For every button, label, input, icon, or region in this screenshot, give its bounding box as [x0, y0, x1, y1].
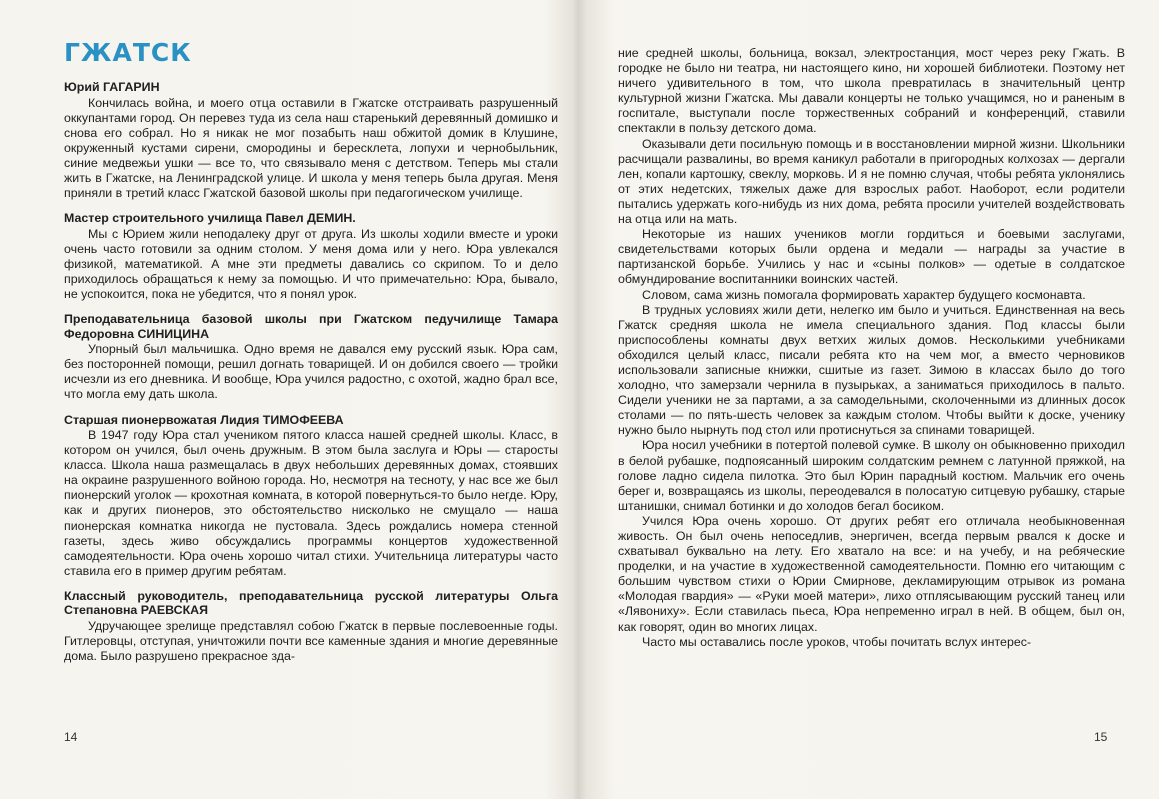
paragraph: Оказывали дети посильную помощь и в восстановлении мирной жизни. Школьники расчищали развалины, во время каникул работали в пригородных колхозах — дергали лен, копали картошку, свеклу, морковь. И я не помню случая, чтобы ребята уклонялись от этих недетских, тяжелых даже для взрослых работ. Наоборот, если родители пытались удержать кого-нибудь из них дома, ребята просили учителей воздействовать на отца или на мать.: [618, 136, 1125, 227]
section-heading-demin: Мастер строительного училища Павел ДЕМИН.: [64, 211, 356, 226]
paragraph: Учился Юра очень хорошо. От других ребят его отличала необыкновенная живость. Он был очень непоседлив, энергичен, всегда первым рвался к доске и схватывал буквально на лету. Его хватало на все: и на учебу, и на ребяческие проделки, и на участие в художественной самодеятельности. Помню его читающим с большим чувством стихи о Юрии Смирнове, декламирующим отрывок из романа «Молодая гвардия» — «Руки моей матери», лихо отплясывающим русский танец или «Лявониху». Если ставилась пьеса, Юра непременно играл в ней. В общем, был он, как говорят, один во многих лицах.: [618, 513, 1125, 634]
paragraph: Словом, сама жизнь помогала формировать характер будущего космонавта.: [642, 287, 1086, 302]
section-heading-gagarin: Юрий ГАГАРИН: [64, 80, 160, 94]
paragraph-continued: ние средней школы, больница, вокзал, электростанция, мост через реку Гжать. В городке не было ни театра, ни настоящего кино, ни хорошей библиотеки. Поэтому нет ничего удивительного в том, что школа превратилась в значительный центр культурной жизни Гжатска. Мы давали концерты не только учащимся, но и раненым в госпитале, выступали после торжественных собраний и конференций, ставили спектакли в пользу детского дома.: [618, 46, 1125, 136]
paragraph: Некоторые из наших учеников могли гордиться и боевыми заслугами, свидетельствами которых были ордена и медали — награды за участие в партизанской борьбе. Учились у нас и «сыны полков» — одетые в солдатское обмундирование воспитанники воинских частей.: [618, 227, 1125, 287]
page-number-right: 15: [1094, 730, 1108, 744]
paragraph-sinicina: Упорный был мальчишка. Одно время не давался ему русский язык. Юра сам, без посторонней помощи, решил догнать товарищей. И он добился своего — тройки исчезли из его дневника. И вообще, Юра учился радостно, с охотой, жадно брал все, что могла ему дать школа.: [64, 342, 558, 402]
section-heading-sinicina: Преподавательница базовой школы при Гжатском педучилище Тамара Федоровна СИНИЦИНА: [64, 312, 558, 341]
paragraph: Юра носил учебники в потертой полевой сумке. В школу он обыкновенно приходил в белой рубашке, подпоясанный широким солдатским ремнем с латунной пряжкой, на голове ладно сидела пилотка. Это был Юрин парадный костюм. Мальчик его очень берег и, возвращаясь из школы, переодевался в полосатую ситцевую рубашку, старые штанишки, снимал ботинки и до холодов бегал босиком.: [618, 438, 1125, 513]
paragraph-raevskaya: Удручающее зрелище представлял собою Гжатск в первые послевоенные годы. Гитлеровцы, отступая, уничтожили почти все каменные здания и многие деревянные дома. Было разрушено прекрасное зда-: [64, 618, 558, 664]
paragraph-timofeeva: В 1947 году Юра стал учеником пятого класса нашей средней школы. Класс, в котором он учился, был очень дружным. В этом была заслуга и Юры — старосты класса. Школа наша размещалась в двух небольших деревянных домах, стоявших на окраине разрушенного войною города. Но, несмотря на тесноту, у нас все же был пионерский уголок — крохотная комната, в которой повернуться-то было негде. Юру, как и других пионеров, это обстоятельство нисколько не смущало — наша пионерская комнатка никогда не пустовала. Здесь рождались номера стенной газеты, здесь живо обсуждались программы концертов художественной самодеятельности. Юра очень хорошо читал стихи. Учительница литературы часто ставила его в пример другим ребятам.: [64, 428, 558, 578]
paragraph-demin: Мы с Юрием жили неподалеку друг от друга. Из школы ходили вместе и уроки очень часто готовили за одним столом. У меня дома или у него. Юра увлекался физикой, математикой. А мне эти предметы давались со скрипом. То и дело приходилось обращаться к нему за помощью. И что примечательно: Юра, бывало, не успокоится, пока не убедится, что я понял урок.: [64, 226, 558, 302]
section-heading-raevskaya: Классный руководитель, преподавательница русской литературы Ольга Степановна РАЕВСКАЯ: [64, 588, 558, 618]
right-page: [580, 0, 1159, 799]
chapter-title: ГЖАТСК: [64, 38, 192, 67]
paragraph: Часто мы оставались после уроков, чтобы почитать вслух интерес-: [642, 634, 1032, 649]
paragraph-gagarin: Кончилась война, и моего отца оставили в Гжатске отстраивать разрушенный оккупантами город. Он перевез туда из села наш старенький деревянный домишко и снова его собрал. Но я никак не мог позабыть наш обжитой домик в Клушине, окруженный кустами сирени, смородины и бересклета, лопухи и чернобыльник, синие медвежьи ушки — все то, что связывало меня с детством. Теперь мы стали жить в Гжатске, на Ленинградской улице. И школа у меня теперь была другая. Меня приняли в третий класс Гжатской базовой школы при педагогическом училище.: [64, 95, 558, 201]
section-heading-timofeeva: Старшая пионервожатая Лидия ТИМОФЕЕВА: [64, 412, 344, 427]
left-page: [0, 0, 578, 799]
paragraph: В трудных условиях жили дети, нелегко им было и учиться. Единственная на весь Гжатск средняя школа не имела специального здания. Под классы были приспособлены комнаты двух ветхих жилых домов. Несколькими учебниками обходился целый класс, писали ребята кто на чем мог, а вместо черновиков использовали записные книжки, сшитые из газет. Зимою в классах было до того холодно, что замерзали чернила в пузырьках, а заниматься приходилось в пальто. Сидели ученики не за партами, а за самодельными, сколоченными из длинных досок столами — по пять-шесть человек за каждым столом. Чтобы выйти к доске, ученику нужно было нырнуть под стол или протиснуться за спинами товарищей.: [618, 302, 1125, 438]
page-number-left: 14: [64, 730, 78, 744]
